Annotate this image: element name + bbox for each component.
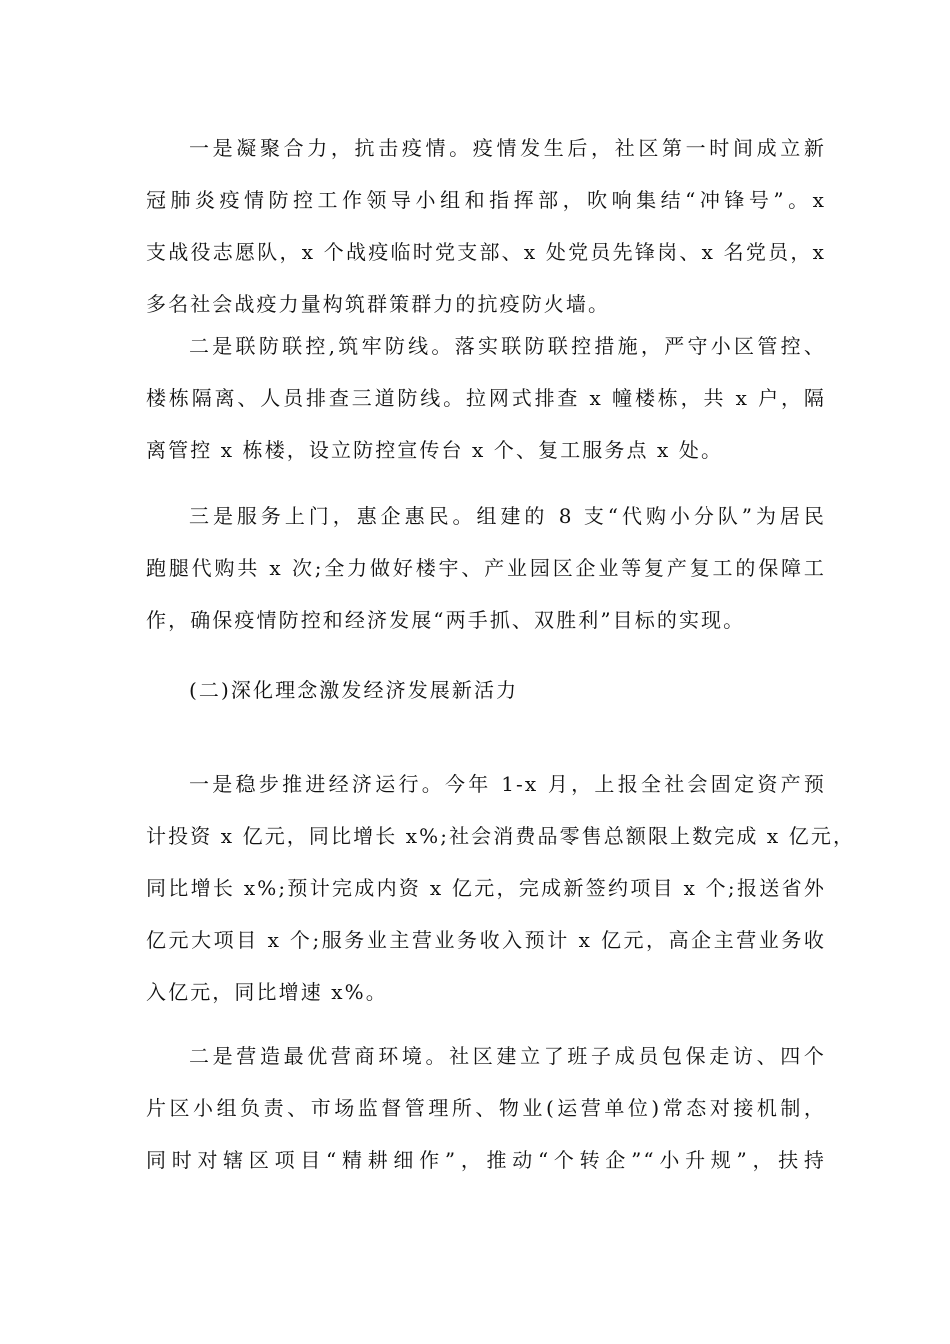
paragraph-business-environment [146,1030,826,1186]
paragraph-line: 多名社会战疫力量构筑群策群力的抗疫防火墙。 [146,292,611,316]
paragraph-economic-operation [146,758,856,1018]
paragraph-epidemic-fight [146,122,826,330]
paragraph-line: 楼栋隔离、人员排查三道防线。拉网式排查 x 幢楼栋，共 x 户，隔 [146,386,826,410]
paragraph-line: 二是联防联控,筑牢防线。落实联防联控措施，严守小区管控、 [189,334,826,358]
paragraph-joint-control [146,320,826,476]
paragraph-line: 一是稳步推进经济运行。今年 1-x 月，上报全社会固定资产预 [189,772,826,796]
paragraph-line: 二是营造最优营商环境。社区建立了班子成员包保走访、四个 [189,1044,826,1068]
paragraph-door-service [146,490,826,646]
paragraph-line: 离管控 x 栋楼，设立防控宣传台 x 个、复工服务点 x 处。 [146,438,724,462]
section-heading [146,664,826,716]
paragraph-line: 入亿元，同比增速 x%。 [146,980,388,1004]
paragraph-line: 计投资 x 亿元，同比增长 x%;社会消费品零售总额限上数完成 x 亿元， [146,824,856,848]
paragraph-line: 一是凝聚合力，抗击疫情。疫情发生后，社区第一时间成立新 [189,136,826,160]
paragraph-line: 跑腿代购共 x 次;全力做好楼宇、产业园区企业等复产复工的保障工 [146,556,826,580]
paragraph-line: 作，确保疫情防控和经济发展“两手抓、双胜利”目标的实现。 [146,608,746,632]
paragraph-line: 片区小组负责、市场监督管理所、物业(运营单位)常态对接机制， [146,1096,826,1120]
section-heading-text: (二)深化理念激发经济发展新活力 [189,678,519,702]
paragraph-line: 三是服务上门，惠企惠民。组建的 8 支“代购小分队”为居民 [189,504,826,528]
paragraph-line: 同时对辖区项目“精耕细作”，推动“个转企”“小升规”，扶持 [146,1148,826,1172]
paragraph-line: 冠肺炎疫情防控工作领导小组和指挥部，吹响集结“冲锋号”。x [146,188,826,212]
paragraph-line: 支战役志愿队，x 个战疫临时党支部、x 处党员先锋岗、x 名党员，x [146,240,826,264]
paragraph-line: 亿元大项目 x 个;服务业主营业务收入预计 x 亿元，高企主营业务收 [146,928,826,952]
paragraph-line: 同比增长 x%;预计完成内资 x 亿元，完成新签约项目 x 个;报送省外 [146,876,826,900]
